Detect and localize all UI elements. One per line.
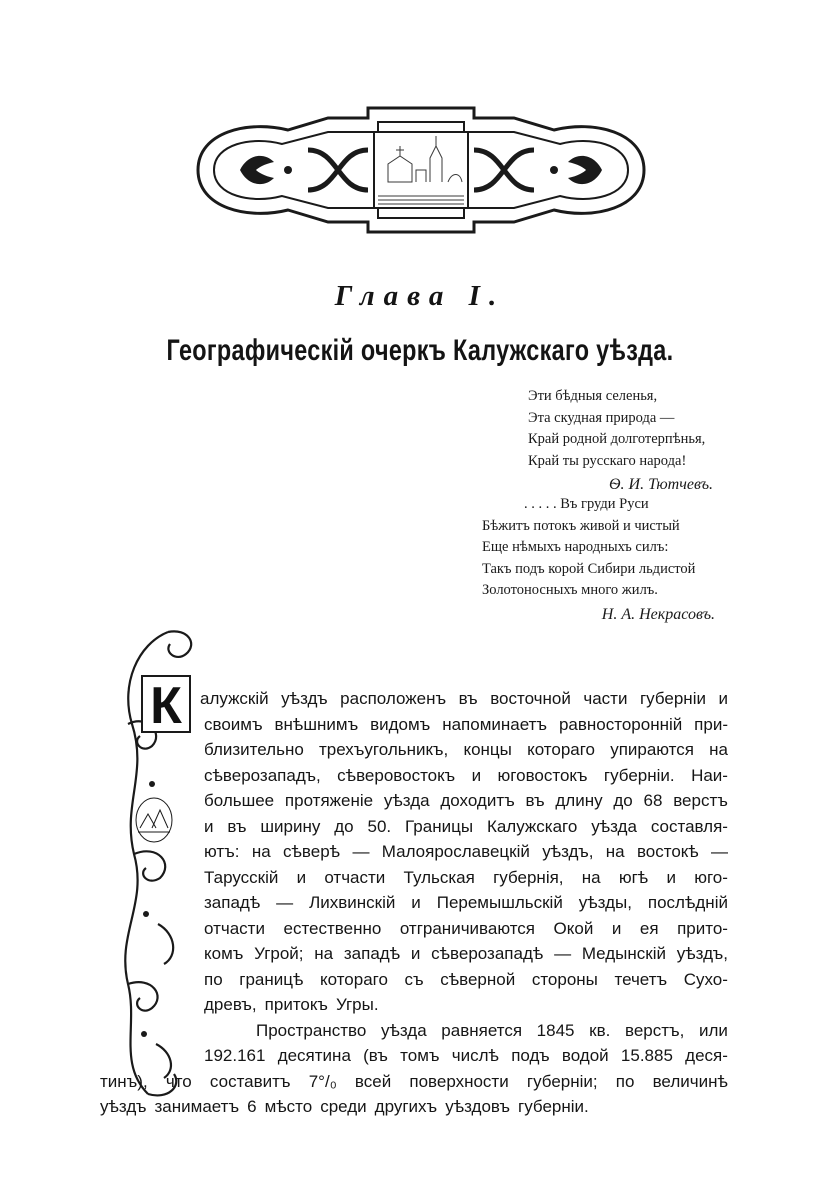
- text-line: своимъ внѣшнимъ видомъ напоминаетъ равносторонній при-: [204, 714, 728, 734]
- text-line: тинъ), что составитъ 7°/₀ всей поверхности губерніи; по величинѣ: [100, 1071, 728, 1091]
- text-line: Пространство уѣзда равняется 1845 кв. верстъ, или: [256, 1020, 728, 1040]
- epigraph-line: Золотоносныхъ много жилъ.: [482, 582, 658, 598]
- epigraph-line: Край ты русскаго народа!: [528, 452, 687, 469]
- text-line: алужскій уѣздъ расположенъ въ восточной части губерніи и: [200, 689, 728, 708]
- epigraph-line: Край родной долготерпѣнья,: [528, 431, 706, 447]
- text-line: большее протяженіе уѣзда доходитъ въ длину до 68 верстъ: [204, 791, 728, 810]
- epigraph-line: . . . . . Въ груди Руси: [524, 496, 649, 512]
- text-line: 192.161 десятина (въ томъ числѣ подъ водой 15.885 деся-: [204, 1046, 728, 1065]
- text-line: близительно трехъугольникъ, концы котораго упираются на: [204, 740, 728, 759]
- epigraph-line: Бѣжитъ потокъ живой и чистый: [482, 517, 680, 534]
- ornamental-headpiece: [178, 102, 664, 238]
- text-line: и въ ширину до 50. Границы Калужскаго уѣзда составля-: [204, 816, 728, 836]
- text-line: Тарусскій и отчасти Тульская губернія, на югѣ и юго-: [204, 867, 728, 887]
- epigraph-line: Эта скудная природа —: [528, 409, 675, 426]
- chapter-title: Географическій очеркъ Калужскаго уѣзда.: [166, 334, 674, 367]
- text-line: комъ Угрой; на западѣ и сѣверозападѣ — Медынскій уѣздъ,: [204, 944, 728, 963]
- text-line: сѣверозападъ, сѣверовостокъ и юговостокъ губерніи. Наи-: [204, 765, 728, 785]
- epigraph-author: Ѳ. И. Тютчевъ.: [608, 476, 713, 493]
- text-line: уѣздъ занимаетъ 6 мѣсто среди другихъ уѣздовъ губерніи.: [100, 1097, 589, 1116]
- text-line: по границѣ котораго съ сѣверной стороны течетъ Сухо-: [204, 969, 728, 989]
- text-line: древъ, притокъ Угры.: [204, 995, 379, 1014]
- text-line: западѣ — Лихвинскій и Перемышльскій уѣзды, послѣдній: [204, 893, 728, 912]
- chapter-heading: Глава I.: [334, 280, 506, 312]
- text-line: ютъ: на сѣверѣ — Малоярославецкій уѣздъ, на востокѣ —: [204, 842, 728, 861]
- epigraph-line: Эти бѣдныя селенья,: [528, 388, 658, 404]
- initial-letter: К: [150, 677, 182, 735]
- text-line: отчасти естественно отграничиваются Окой и ея прито-: [204, 918, 728, 938]
- epigraph-line: Еще нѣмыхъ народныхъ силъ:: [482, 539, 669, 555]
- epigraph-author: Н. А. Некрасовъ.: [601, 605, 715, 623]
- epigraph-tyutchev: [528, 386, 728, 496]
- epigraph-nekrasov: [482, 494, 730, 625]
- epigraph-line: Такъ подъ корой Сибири льдистой: [482, 560, 696, 577]
- body-text: [100, 686, 728, 1120]
